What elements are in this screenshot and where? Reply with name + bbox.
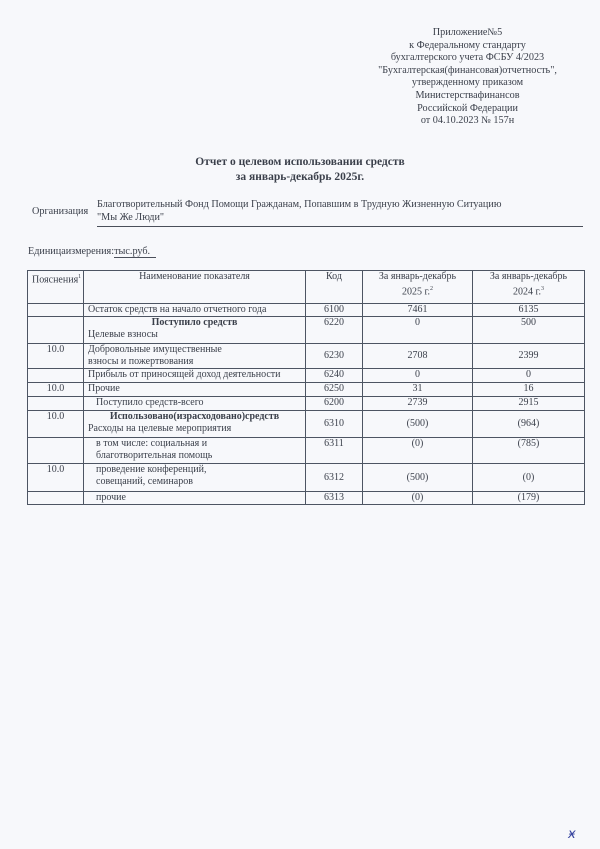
row-code: 6313 — [306, 492, 363, 505]
row-notes — [28, 317, 84, 344]
row-current: (500) — [363, 464, 473, 492]
table-row — [28, 383, 585, 397]
row-code: 6220 — [306, 317, 363, 344]
organization-name-line2: "Мы Же Люди" — [97, 211, 165, 223]
row-name: Поступило средств Целевые взносы — [84, 317, 306, 344]
table-row — [28, 317, 585, 344]
row-current: 0 — [363, 317, 473, 344]
row-current: (0) — [363, 438, 473, 464]
row-name: Добровольные имущественные взносы и пожертвования — [84, 344, 306, 369]
row-previous: 2915 — [473, 397, 585, 411]
row-notes — [28, 492, 84, 505]
row-notes: 10.0 — [28, 464, 84, 492]
row-name: проведение конференций, совещаний, семинаров — [84, 464, 306, 492]
organization-name — [97, 199, 583, 227]
row-current: 7461 — [363, 304, 473, 317]
table-header-row — [28, 271, 585, 304]
organization-label: Организация — [32, 206, 89, 217]
appendix-line: Российской Федерации — [417, 102, 518, 114]
row-notes — [28, 397, 84, 411]
handwritten-initial-mark: ӿ — [568, 827, 576, 842]
appendix-line: Министерствафинансов — [415, 89, 520, 101]
row-notes — [28, 369, 84, 383]
row-code: 6200 — [306, 397, 363, 411]
row-notes — [28, 438, 84, 464]
row-previous: 500 — [473, 317, 585, 344]
appendix-line: Приложение№5 — [432, 27, 503, 38]
report-title-line2: за январь-декабрь 2025г. — [235, 171, 365, 183]
table-row — [28, 492, 585, 505]
row-name: Поступило средств-всего — [84, 397, 306, 411]
row-notes: 10.0 — [28, 383, 84, 397]
appendix-line: "Бухгалтерская(финансовая)отчетность", — [378, 64, 557, 76]
appendix-line: бухгалтерского учета ФСБУ 4/2023 — [390, 52, 545, 64]
row-code: 6230 — [306, 344, 363, 369]
row-previous: (785) — [473, 438, 585, 464]
unit-label: Единицаизмерения: — [28, 246, 115, 257]
header-previous-period: За январь-декабрь 2024 г.$^3$ — [473, 271, 585, 304]
table-row — [28, 369, 585, 383]
appendix-reference — [375, 27, 560, 128]
row-previous: (964) — [473, 411, 585, 438]
row-notes: 10.0 — [28, 344, 84, 369]
table-row — [28, 397, 585, 411]
unit-of-measure — [28, 246, 156, 257]
header-current-period: За январь-декабрь 2025 г.$^2$ — [363, 271, 473, 304]
header-code: Код — [306, 271, 363, 304]
row-current: (500) — [363, 411, 473, 438]
section-heading: Поступило средств — [151, 317, 238, 328]
row-current: 2739 — [363, 397, 473, 411]
report-title-line1: Отчет о целевом использовании средств — [195, 156, 405, 168]
unit-value: тыс.руб. — [114, 246, 156, 258]
row-name: в том числе: социальная и благотворительная помощь — [84, 438, 306, 464]
row-previous: 16 — [473, 383, 585, 397]
table-row — [28, 304, 585, 317]
header-name: Наименование показателя — [84, 271, 306, 304]
row-name: прочие — [84, 492, 306, 505]
appendix-line: от 04.10.2023 № 157н — [420, 115, 515, 127]
table-row — [28, 411, 585, 438]
row-notes: 10.0 — [28, 411, 84, 438]
organization-name-line1: Благотворительный Фонд Помощи Гражданам, Попавшим в Трудную Жизненную Ситуацию — [97, 199, 502, 210]
row-current: 31 — [363, 383, 473, 397]
row-current: 2708 — [363, 344, 473, 369]
row-previous: 6135 — [473, 304, 585, 317]
header-notes: Пояснения$^1$ — [28, 271, 84, 304]
row-name: Прибыль от приносящей доход деятельности — [84, 369, 306, 383]
table-row — [28, 464, 585, 492]
section-heading: Использовано(израсходовано)средств — [109, 411, 280, 422]
row-code: 6240 — [306, 369, 363, 383]
row-code: 6100 — [306, 304, 363, 317]
row-code: 6312 — [306, 464, 363, 492]
row-current: 0 — [363, 369, 473, 383]
row-previous: 0 — [473, 369, 585, 383]
table-row — [28, 438, 585, 464]
row-code: 6311 — [306, 438, 363, 464]
row-notes — [28, 304, 84, 317]
row-previous: 2399 — [473, 344, 585, 369]
row-name: Прочие — [84, 383, 306, 397]
report-table — [27, 270, 585, 505]
row-previous: (179) — [473, 492, 585, 505]
appendix-line: утвержденному приказом — [411, 77, 524, 89]
appendix-line: к Федеральному стандарту — [409, 39, 526, 51]
table-row — [28, 344, 585, 369]
row-code: 6310 — [306, 411, 363, 438]
row-code: 6250 — [306, 383, 363, 397]
row-current: (0) — [363, 492, 473, 505]
row-previous: (0) — [473, 464, 585, 492]
row-name: Остаток средств на начало отчетного года — [84, 304, 306, 317]
report-title — [150, 155, 450, 185]
row-name: Использовано(израсходовано)средств Расходы на целевые мероприятия — [84, 411, 306, 438]
